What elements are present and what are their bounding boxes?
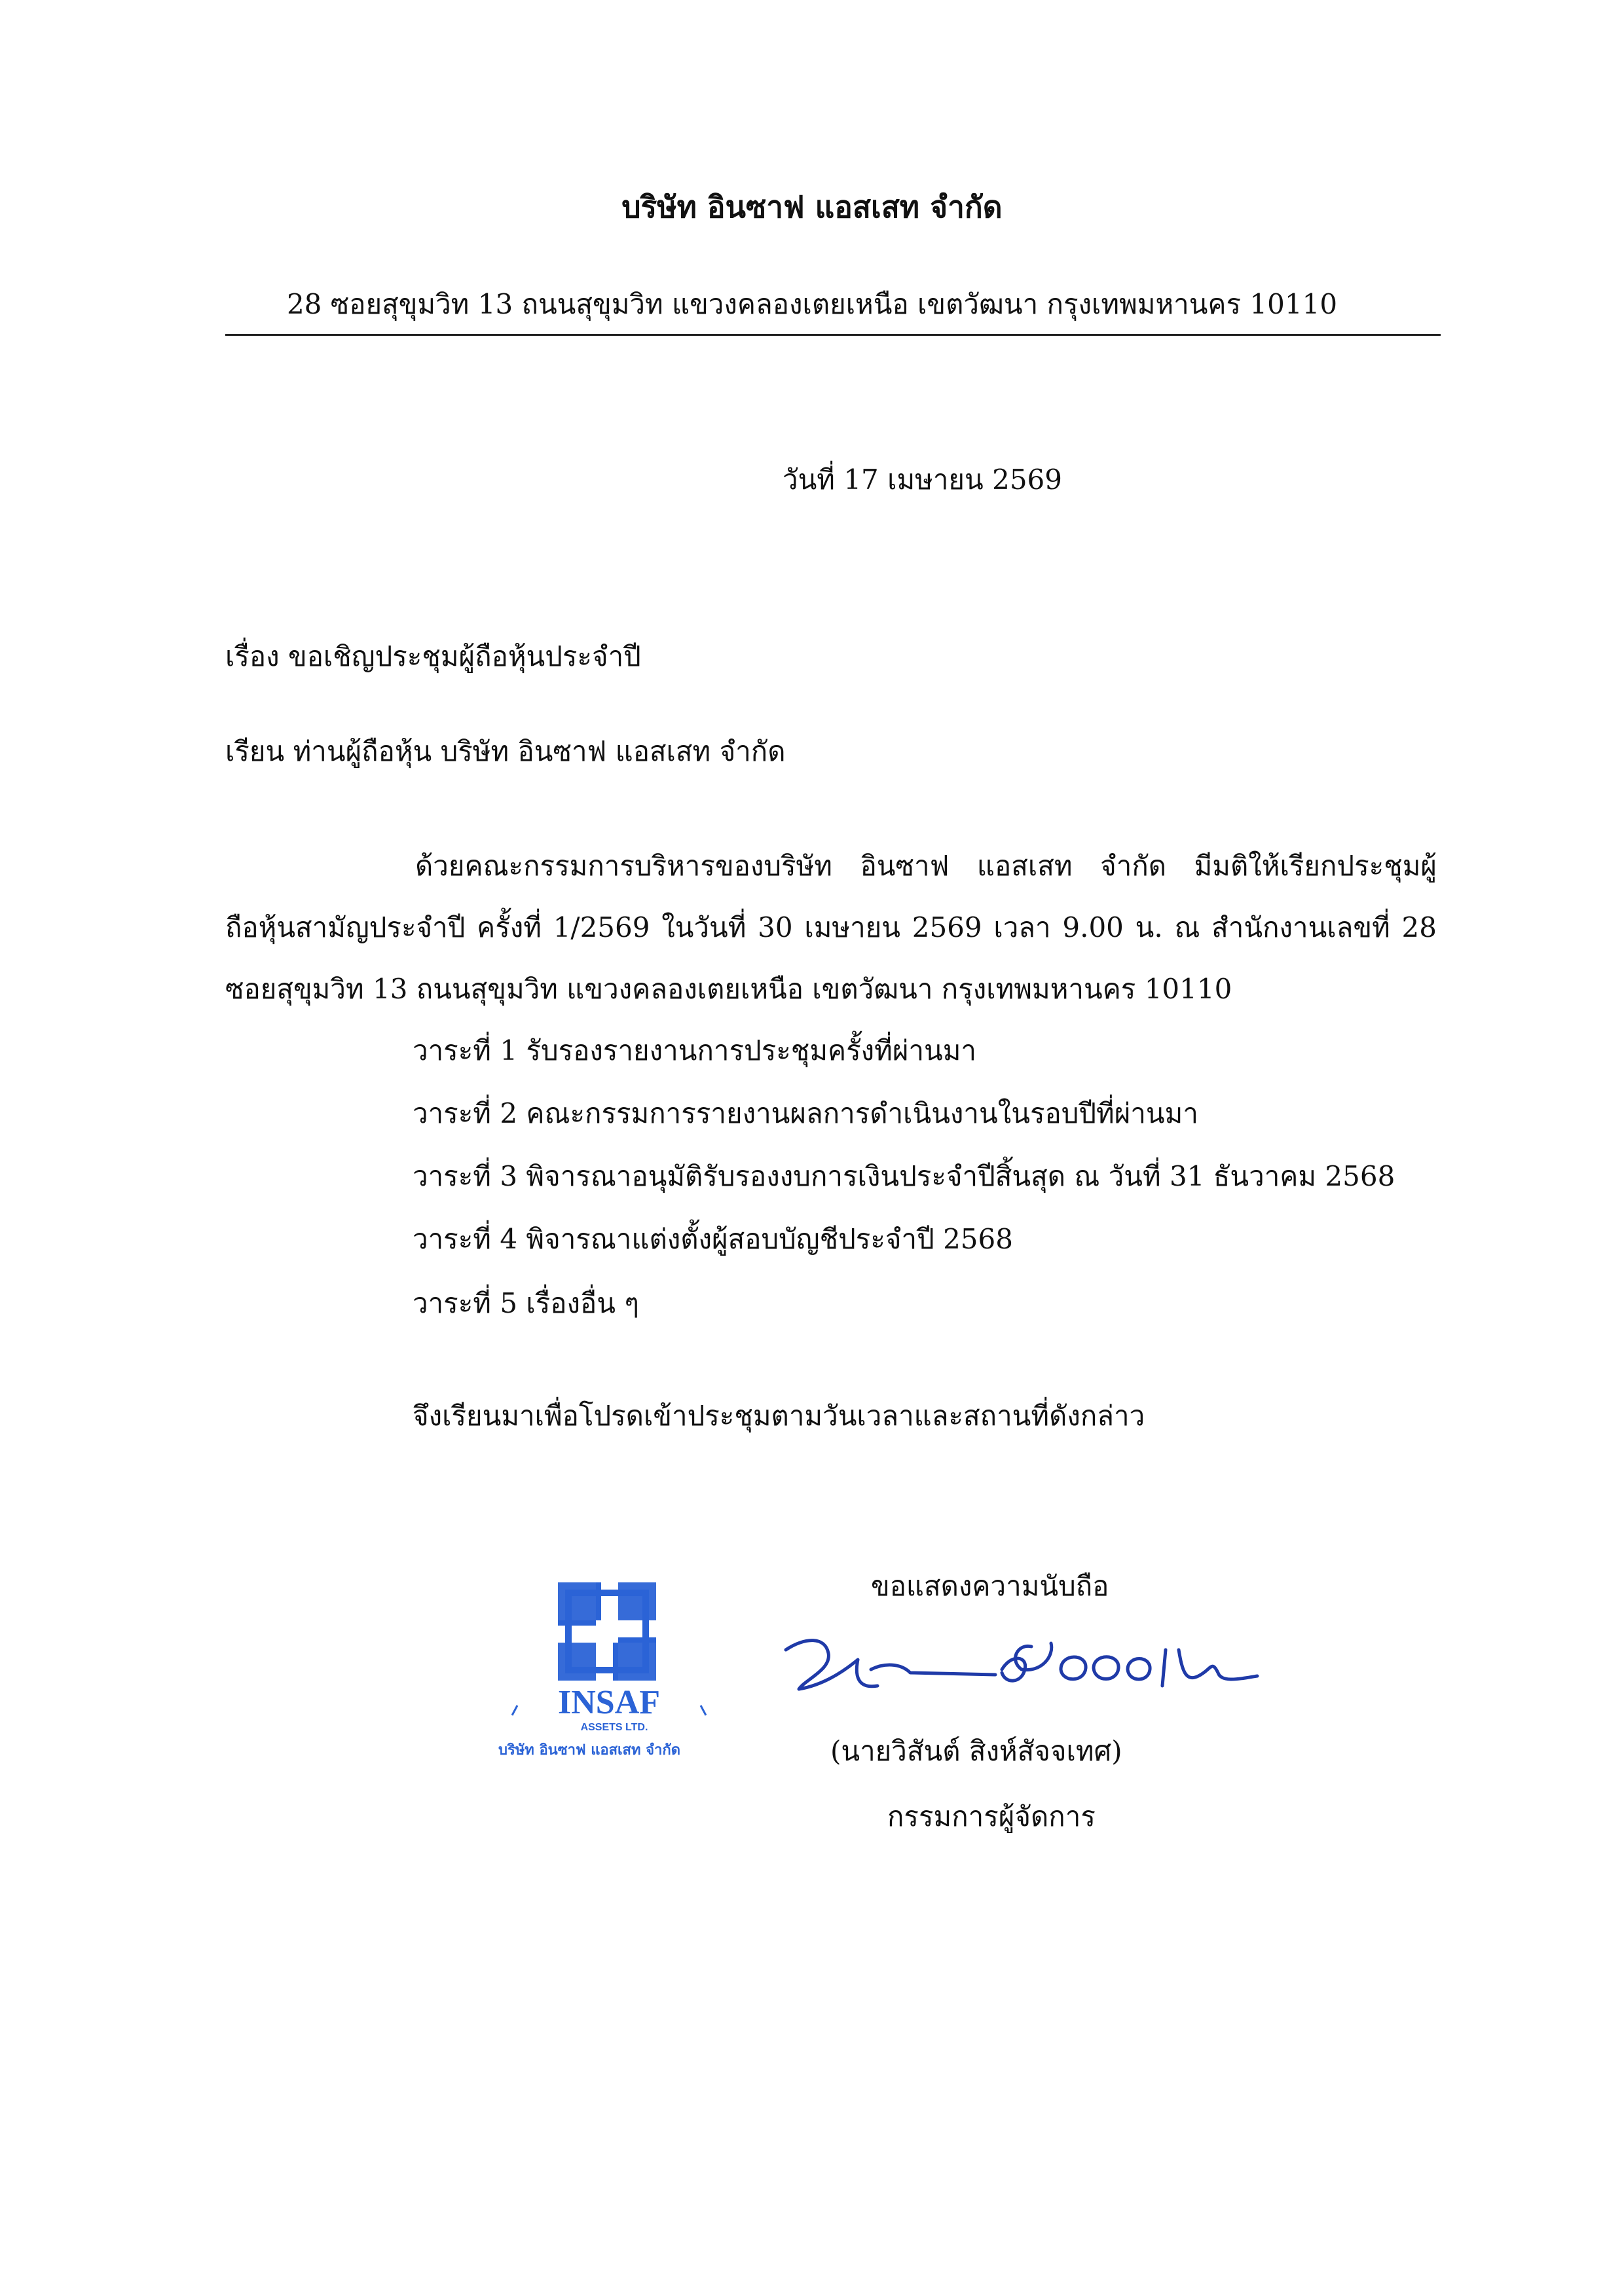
- body-paragraph-line-2: ถือหุ้นสามัญประจำปี ครั้งที่ 1/2569 ในวันที่ 30 เมษายน 2569 เวลา 9.00 น. ณ สำนักงานเลขที่ 28: [225, 911, 1437, 943]
- letter-subject: เรื่อง ขอเชิญประชุมผู้ถือหุ้นประจำปี: [225, 640, 641, 672]
- company-name-heading: บริษัท อินซาฟ แอสเสท จำกัด: [621, 189, 1003, 225]
- agenda-item: วาระที่ 3 พิจารณาอนุมัติรับรองงบการเงินประจำปีสิ้นสุด ณ วันที่ 31 ธันวาคม 2568: [413, 1160, 1395, 1192]
- signature: [779, 1624, 1264, 1715]
- regards-text: ขอแสดงความนับถือ: [871, 1570, 1109, 1602]
- company-address: 28 ซอยสุขุมวิท 13 ถนนสุขุมวิท แขวงคลองเตยเหนือ เขตวัฒนา กรุงเทพมหานคร 10110: [286, 288, 1338, 320]
- agenda-item: วาระที่ 2 คณะกรรมการรายงานผลการดำเนินงานในรอบปีที่ผ่านมา: [413, 1097, 1198, 1129]
- stamp-thai-text: บริษัท อินซาฟ แอสเสท จำกัด: [498, 1742, 680, 1758]
- signer-title: กรรมการผู้จัดการ: [887, 1800, 1096, 1832]
- header-divider: [225, 334, 1441, 336]
- stamp-subtitle-text: ASSETS LTD.: [580, 1722, 648, 1733]
- agenda-item: วาระที่ 5 เรื่องอื่น ๆ: [413, 1287, 639, 1319]
- letter-date: วันที่ 17 เมษายน 2569: [783, 464, 1062, 496]
- agenda-item: วาระที่ 4 พิจารณาแต่งตั้งผู้สอบบัญชีประจำปี 2568: [413, 1223, 1013, 1255]
- body-paragraph-line-3: ซอยสุขุมวิท 13 ถนนสุขุมวิท แขวงคลองเตยเหนือ เขตวัฒนา กรุงเทพมหานคร 10110: [225, 973, 1232, 1005]
- body-paragraph-line-1: ด้วยคณะกรรมการบริหารของบริษัท อินซาฟ แอสเสท จำกัด มีมติให้เรียกประชุมผู้: [415, 850, 1437, 882]
- company-stamp: [498, 1575, 720, 1771]
- stamp-brand-text: INSAF: [557, 1684, 661, 1721]
- handwritten-signature-icon: [779, 1624, 1264, 1715]
- signer-name: (นายวิสันต์ สิงห์สัจจเทศ): [830, 1735, 1122, 1767]
- agenda-item: วาระที่ 1 รับรองรายงานการประชุมครั้งที่ผ่านมา: [413, 1034, 977, 1066]
- letter-salutation: เรียน ท่านผู้ถือหุ้น บริษัท อินซาฟ แอสเสท จำกัด: [225, 735, 786, 767]
- closing-sentence: จึงเรียนมาเพื่อโปรดเข้าประชุมตามวันเวลาและสถานที่ดังกล่าว: [413, 1400, 1145, 1432]
- insaf-logo-icon: [498, 1575, 720, 1771]
